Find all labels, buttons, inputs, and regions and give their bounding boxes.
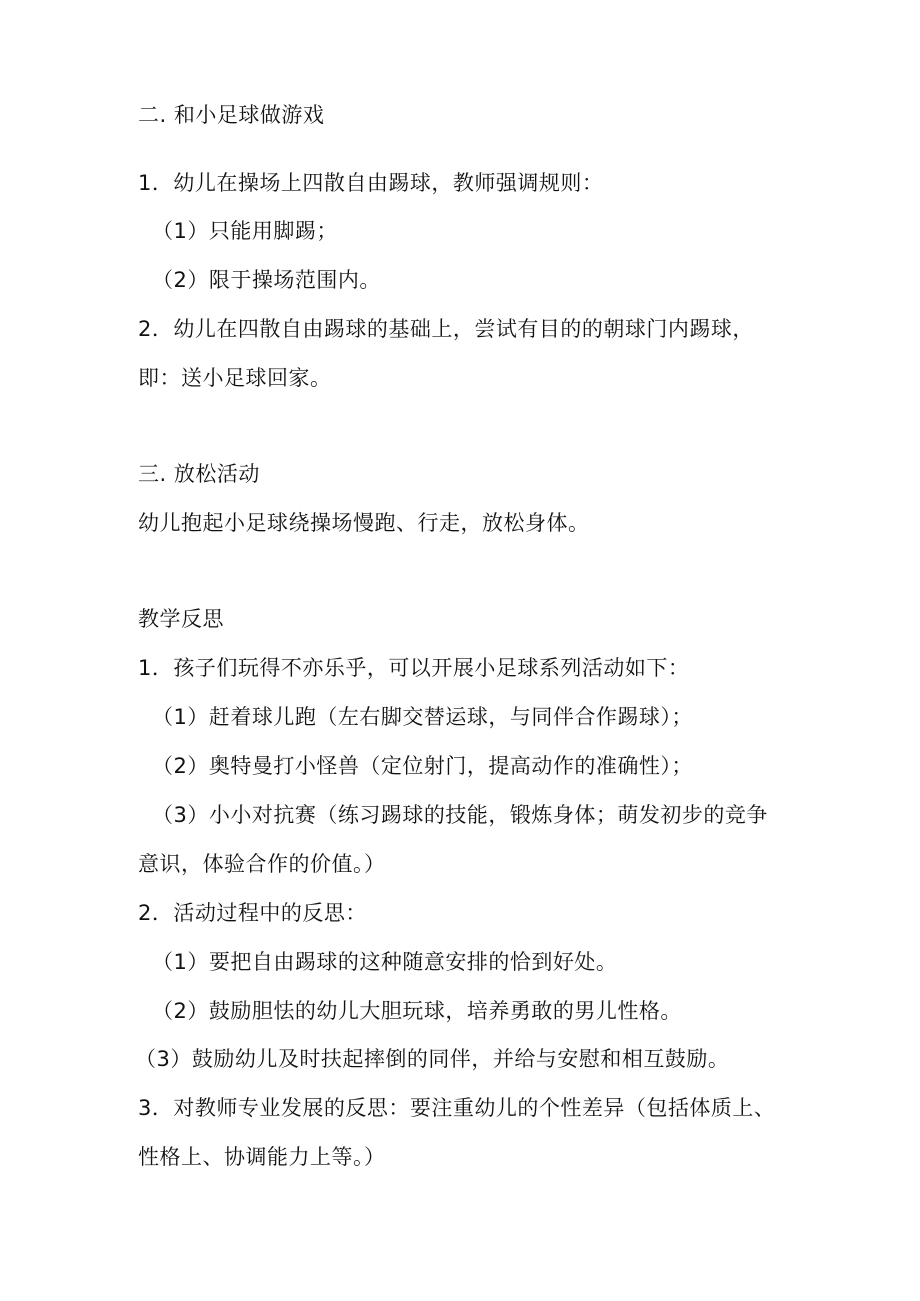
relax-body: 幼儿抱起小足球绕操场慢跑、行走，放松身体。 (138, 511, 590, 535)
section-heading-relax: 三. 放松活动 (138, 462, 260, 486)
reflection-item-3-line1: 3．对教师专业发展的反思：要注重幼儿的个性差异（包括体质上、 (138, 1096, 776, 1120)
reflection-item-1: 1．孩子们玩得不亦乐乎，可以开展小足球系列活动如下： (138, 656, 690, 680)
reflection-sub-2-1: （1）要把自由踢球的这种随意安排的恰到好处。 (152, 950, 618, 974)
section-heading-games: 二. 和小足球做游戏 (138, 103, 325, 127)
reflection-item-2: 2．活动过程中的反思： (138, 901, 367, 925)
reflection-sub-1-1: （1）赶着球儿跑（左右脚交替运球，与同伴合作踢球）； (152, 705, 693, 729)
reflection-sub-2-2: （2）鼓励胆怯的幼儿大胆玩球，培养勇敢的男儿性格。 (152, 999, 682, 1023)
section-heading-reflection: 教学反思 (138, 607, 224, 631)
reflection-sub-2-3: （3）鼓励幼儿及时扶起摔倒的同伴，并给与安慰和相互鼓励。 (135, 1047, 730, 1071)
list-item-1: 1．幼儿在操场上四散自由踢球，教师强调规则： (138, 171, 604, 195)
sub-item-1-1: （1）只能用脚踢； (152, 219, 338, 243)
reflection-sub-1-3-line1: （3）小小对抗赛（练习踢球的技能，锻炼身体；萌发初步的竞争 (152, 803, 768, 827)
reflection-item-3-line2: 性格上、协调能力上等。） (138, 1145, 386, 1169)
list-item-2-line1: 2．幼儿在四散自由踢球的基础上，尝试有目的的朝球门内踢球， (138, 317, 754, 341)
reflection-sub-1-2: （2）奥特曼打小怪兽（定位射门，提高动作的准确性）； (152, 754, 693, 778)
list-item-2-line2: 即：送小足球回家。 (138, 366, 332, 390)
reflection-sub-1-3-line2: 意识，体验合作的价值。） (138, 852, 386, 876)
sub-item-1-2: （2）限于操场范围内。 (152, 268, 381, 292)
